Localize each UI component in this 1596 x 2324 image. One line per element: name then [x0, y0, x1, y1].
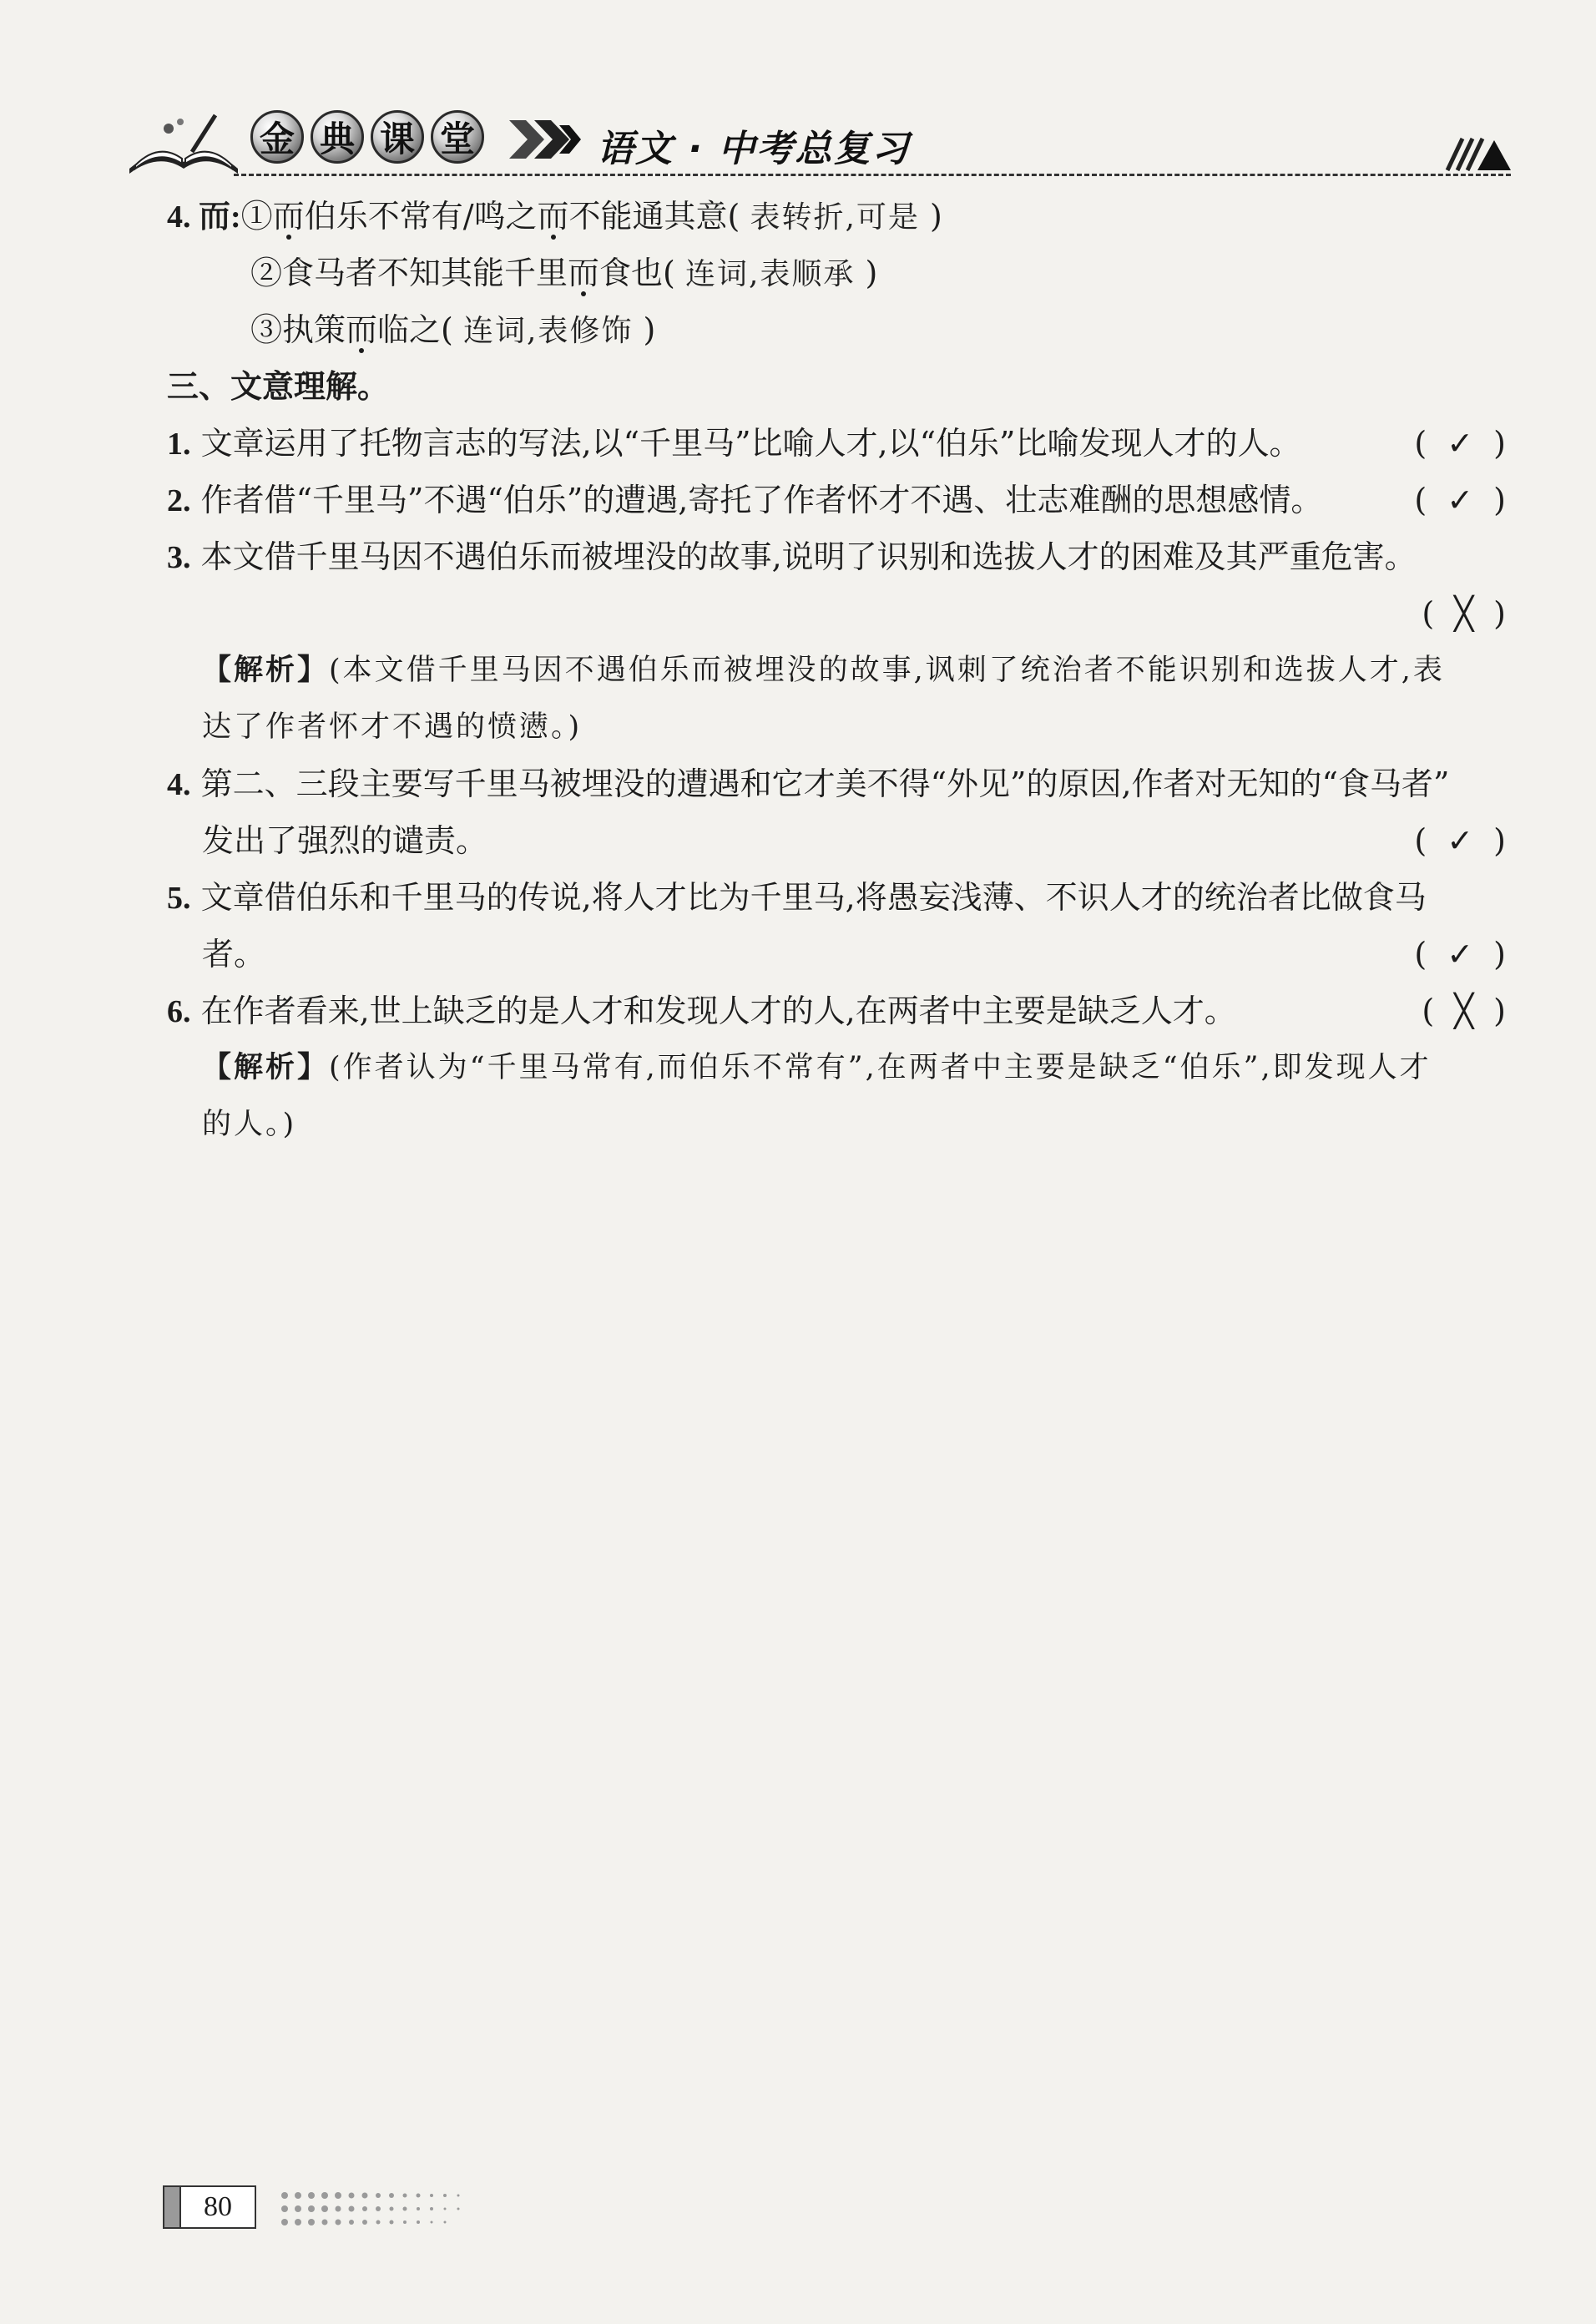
section-title: 三、文意理解。 — [167, 368, 390, 405]
list-item-continued — [167, 812, 1511, 869]
sub-text: 伯乐不常有/鸣之 — [304, 198, 538, 235]
answer-text: 连词,表顺承 — [684, 257, 856, 291]
item-text: 文章运用了托物言志的写法,以“千里马”比喻人才,以“伯乐”比喻发现人才的人。 — [200, 425, 1301, 462]
page-tab-decoration — [164, 2187, 181, 2227]
analysis — [167, 699, 1511, 755]
check-mark: ( ✓ ) — [1414, 425, 1511, 462]
item-number: 4. 而: — [167, 200, 241, 235]
brand-char: 典 — [311, 110, 364, 164]
list-item-continued — [167, 926, 1511, 983]
sub-text: ) — [643, 311, 656, 348]
emphasis-char: 而 — [272, 198, 305, 235]
analysis — [167, 1039, 1511, 1096]
analysis-label: 【解析】 — [202, 654, 330, 687]
page-number-box — [163, 2185, 256, 2229]
analysis — [167, 1096, 1511, 1153]
cross-mark: ( ╳ ) — [1422, 993, 1511, 1029]
analysis-text: (作者认为“千里马常有,而伯乐不常有”,在两者中主要是缺乏“伯乐”,即发现人才 — [329, 1051, 1432, 1084]
analysis-text: (本文借千里马因不遇伯乐而被埋没的故事,讽刺了统治者不能识别和选拔人才,表 — [329, 654, 1445, 687]
check-mark: ( ✓ ) — [1414, 482, 1511, 518]
section-heading — [167, 358, 1511, 415]
item-number: 3. — [167, 540, 191, 575]
analysis-label: 【解析】 — [202, 1051, 330, 1084]
sub-text: ① — [240, 198, 273, 235]
subject-title: 语文 · 中考总复习 — [597, 128, 911, 170]
sub-text: ③执策 — [250, 311, 346, 348]
analysis-text: 的人。) — [202, 1108, 297, 1141]
list-item — [167, 528, 1511, 585]
emphasis-char: 而 — [568, 255, 600, 291]
sub-text: 食也( — [599, 255, 675, 291]
sub-text: ) — [929, 198, 942, 235]
sub-text: ②食马者不知其能千里 — [250, 255, 568, 291]
emphasis-char: 而 — [537, 198, 569, 235]
list-item — [167, 472, 1511, 528]
check-mark: ( ✓ ) — [1414, 936, 1511, 973]
item-text: 文章借伯乐和千里马的传说,将人才比为千里马,将愚妄浅薄、不识人才的统治者比做食马 — [200, 879, 1427, 916]
answer-text: 表转折,可是 — [750, 200, 920, 235]
open-book-icon — [125, 110, 242, 177]
sub-text: 临之( — [377, 311, 453, 348]
list-item — [167, 755, 1511, 812]
dot-pattern-decoration — [280, 2190, 664, 2227]
item-number: 5. — [167, 881, 191, 916]
list-item — [167, 983, 1511, 1039]
page-header — [125, 100, 1511, 179]
analysis-text: 达了作者怀才不遇的愤懑。) — [202, 710, 583, 744]
corner-triangle-icon — [1444, 134, 1511, 172]
page-number: 80 — [204, 2191, 232, 2222]
list-item — [167, 245, 1511, 301]
list-item — [167, 869, 1511, 926]
list-item — [167, 301, 1511, 358]
brand-title — [250, 110, 484, 170]
brand-char: 堂 — [431, 110, 484, 164]
sub-text: ) — [865, 255, 878, 291]
emphasis-char: 而 — [346, 311, 378, 348]
page-footer — [163, 2185, 664, 2236]
item-number: 6. — [167, 994, 191, 1029]
list-item-mark-row — [167, 585, 1511, 642]
check-mark: ( ✓ ) — [1414, 822, 1511, 859]
item-number: 2. — [167, 483, 191, 518]
item-text: 第二、三段主要写千里马被埋没的遭遇和它才美不得“外见”的原因,作者对无知的“食马者” — [200, 765, 1450, 802]
cross-mark: ( ╳ ) — [1422, 595, 1511, 632]
item-number: 1. — [167, 427, 191, 462]
analysis — [167, 642, 1511, 699]
item-text: 发出了强烈的谴责。 — [202, 822, 488, 859]
item-number: 4. — [167, 767, 191, 802]
item-text: 者。 — [202, 936, 266, 973]
answer-content — [167, 188, 1511, 1153]
brand-char: 课 — [371, 110, 424, 164]
answer-text: 连词,表修饰 — [462, 314, 634, 348]
double-chevron-icon — [508, 117, 583, 162]
item-text: 在作者看来,世上缺乏的是人才和发现人才的人,在两者中主要是缺乏人才。 — [200, 993, 1236, 1029]
list-item — [167, 188, 1511, 245]
header-divider — [234, 174, 1511, 176]
item-text: 作者借“千里马”不遇“伯乐”的遭遇,寄托了作者怀才不遇、壮志难酬的思想感情。 — [200, 482, 1323, 518]
list-item — [167, 415, 1511, 472]
sub-text: 不能通其意( — [568, 198, 740, 235]
brand-char: 金 — [250, 110, 304, 164]
item-text: 本文借千里马因不遇伯乐而被埋没的故事,说明了识别和选拔人才的困难及其严重危害。 — [200, 538, 1417, 575]
